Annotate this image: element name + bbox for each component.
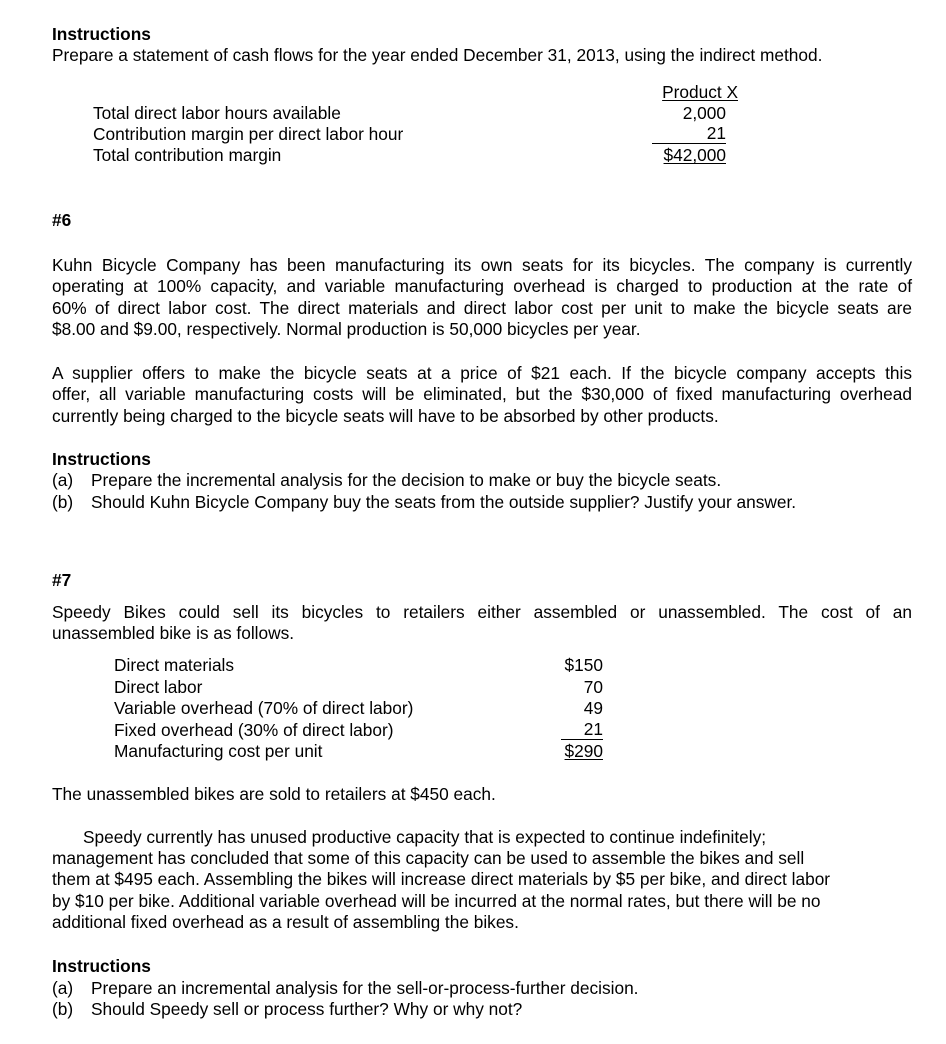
paragraph-line: offer, all variable manufacturing costs will be eliminated, but the $30,000 of fixed manufacturing overhead (52, 384, 912, 405)
paragraph-line: currently being charged to the bicycle seats will have to be absorbed by other products. (52, 405, 719, 426)
problem-6-paragraph-2 (52, 363, 912, 427)
list-item-marker: (a) (52, 978, 74, 998)
paragraph-line: Speedy currently has unused productive capacity that is expected to continue indefinitely; (83, 827, 767, 847)
list-item-text: Should Speedy sell or process further? Why or why not? (91, 999, 523, 1019)
problem-7-intro (52, 602, 912, 645)
table-row-value: 21 (652, 124, 726, 144)
product-x-header: Product X (662, 82, 738, 102)
paragraph-line: management has concluded that some of this capacity can be used to assemble the bikes and sell (52, 848, 805, 869)
problem-6-heading: #6 (52, 210, 72, 230)
table-row-value: 2,000 (682, 103, 726, 123)
list-item-marker: (b) (52, 492, 74, 512)
paragraph-line: A supplier offers to make the bicycle seats at a price of $21 each. If the bicycle company accepts this (52, 363, 912, 383)
top-instructions-text: Prepare a statement of cash flows for the year ended December 31, 2013, using the indirect method. (52, 45, 823, 65)
problem-6-paragraph-1 (52, 255, 912, 341)
cost-row-value: 21 (561, 720, 603, 740)
cost-row-label: Manufacturing cost per unit (114, 741, 323, 761)
cost-row-label: Variable overhead (70% of direct labor) (114, 698, 414, 718)
problem-6-instructions-heading: Instructions (52, 449, 151, 469)
top-instructions-heading: Instructions (52, 24, 151, 44)
cost-row-value: 49 (583, 698, 603, 718)
table-row-label: Total contribution margin (93, 145, 282, 165)
list-item-text: Should Kuhn Bicycle Company buy the seats from the outside supplier? Justify your answer. (91, 492, 797, 512)
paragraph-line: Speedy Bikes could sell its bicycles to retailers either assembled or unassembled. The cost of an (52, 602, 912, 622)
paragraph-line: additional fixed overhead as a result of assembling the bikes. (52, 911, 519, 932)
problem-7-heading: #7 (52, 570, 72, 590)
cost-row-total: $290 (564, 741, 603, 761)
table-row-label: Total direct labor hours available (93, 103, 341, 123)
table-row-total: $42,000 (663, 145, 726, 165)
list-item-marker: (a) (52, 470, 74, 490)
cost-row-value: $150 (564, 655, 603, 675)
cost-row-label: Fixed overhead (30% of direct labor) (114, 720, 394, 740)
paragraph-line: them at $495 each. Assembling the bikes will increase direct materials by $5 per bike, and direct labor (52, 869, 831, 890)
problem-7-paragraph (52, 827, 912, 933)
paragraph-line: $8.00 and $9.00, respectively. Normal production is 50,000 bicycles per year. (52, 319, 641, 340)
paragraph-line: operating at 100% capacity, and variable manufacturing overhead is charged to production at the rate of (52, 276, 912, 297)
paragraph-line: Kuhn Bicycle Company has been manufacturing its own seats for its bicycles. The company is currently (52, 255, 912, 275)
cost-row-label: Direct labor (114, 677, 203, 697)
list-item-text: Prepare an incremental analysis for the sell-or-process-further decision. (91, 978, 639, 998)
problem-7-sold-text: The unassembled bikes are sold to retailers at $450 each. (52, 784, 496, 804)
list-item-marker: (b) (52, 999, 74, 1019)
problem-7-instructions-heading: Instructions (52, 956, 151, 976)
paragraph-line: unassembled bike is as follows. (52, 623, 295, 644)
table-row-label: Contribution margin per direct labor hour (93, 124, 404, 144)
cost-row-value: 70 (583, 677, 603, 697)
paragraph-line: 60% of direct labor cost. The direct materials and direct labor cost per unit to make the bicycle seats are (52, 297, 912, 318)
list-item-text: Prepare the incremental analysis for the decision to make or buy the bicycle seats. (91, 470, 722, 490)
paragraph-line: by $10 per bike. Additional variable overhead will be incurred at the normal rates, but there will be no (52, 890, 821, 911)
cost-row-label: Direct materials (114, 655, 235, 675)
